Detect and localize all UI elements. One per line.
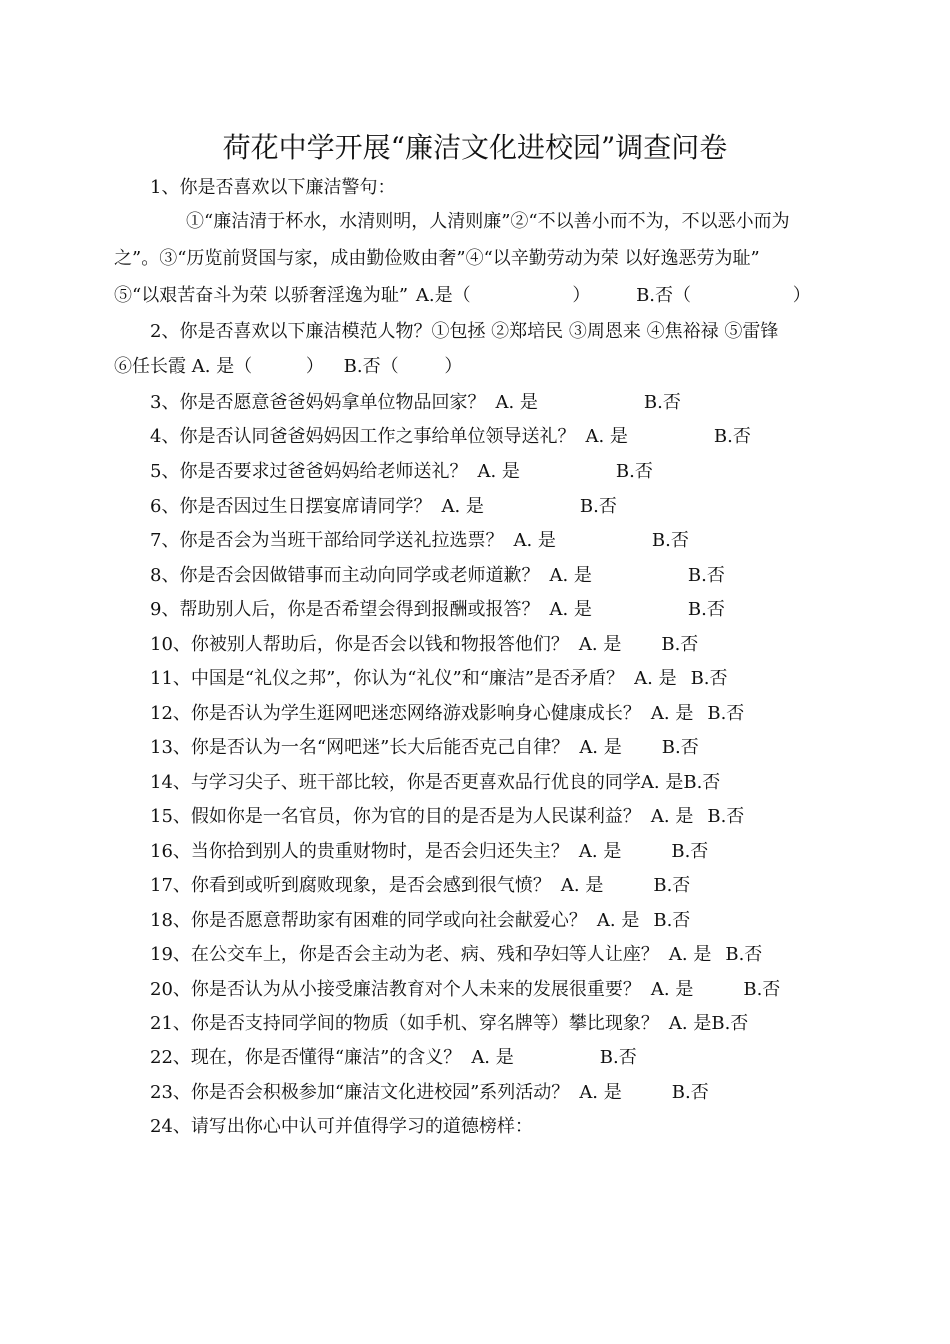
option-a: A. 是 bbox=[579, 1082, 622, 1103]
option-b: B.否 bbox=[653, 910, 691, 931]
question-2-option-a: A. 是（ bbox=[191, 356, 253, 377]
question-row bbox=[150, 978, 780, 1002]
question-2-line-2 bbox=[114, 355, 462, 379]
option-a: A. 是 bbox=[650, 806, 694, 827]
question-row bbox=[150, 633, 698, 657]
option-b: B.否 bbox=[683, 772, 721, 793]
option-b: B.否 bbox=[687, 599, 725, 620]
option-b: B.否 bbox=[690, 668, 728, 689]
question-1-option-b: B.否（ bbox=[636, 285, 692, 306]
question-stem: 7、你是否会为当班干部给同学送礼拉选票？ bbox=[150, 530, 504, 551]
option-b: B.否 bbox=[643, 392, 681, 413]
question-stem: 14、与学习尖子、班干部比较，你是否更喜欢品行优良的同学 bbox=[150, 772, 641, 793]
question-stem: 13、你是否认为一名“网吧迷”长大后能否克己自律？ bbox=[150, 737, 570, 758]
question-stem: 9、帮助别人后，你是否希望会得到报酬或报答？ bbox=[150, 599, 540, 620]
option-a: A. 是 bbox=[513, 530, 556, 551]
question-stem: 16、当你拾到别人的贵重财物时，是否会归还失主？ bbox=[150, 841, 569, 862]
option-b: B.否 bbox=[707, 703, 745, 724]
question-row bbox=[150, 1012, 748, 1036]
question-row bbox=[150, 702, 744, 726]
question-24: 24、请写出你心中认可并值得学习的道德榜样： bbox=[150, 1116, 533, 1137]
question-stem: 3、你是否愿意爸爸妈妈拿单位物品回家？ bbox=[150, 392, 486, 413]
question-stem: 23、你是否会积极参加“廉洁文化进校园”系列活动？ bbox=[150, 1082, 570, 1103]
question-2-blank-a: ） bbox=[305, 356, 324, 377]
option-b: B.否 bbox=[671, 841, 709, 862]
option-b: B.否 bbox=[707, 806, 745, 827]
question-stem: 10、你被别人帮助后，你是否会以钱和物报答他们？ bbox=[150, 634, 569, 655]
question-row bbox=[150, 943, 762, 967]
question-row bbox=[150, 1081, 709, 1105]
option-a: A. 是 bbox=[549, 565, 592, 586]
page-title: 荷花中学开展“廉洁文化进校园”调查问卷 bbox=[222, 131, 728, 164]
question-2-blank-b: ） bbox=[444, 356, 463, 377]
question-row bbox=[150, 771, 720, 795]
question-row bbox=[150, 495, 617, 519]
option-a: A. 是 bbox=[668, 944, 712, 965]
question-row bbox=[150, 1046, 637, 1070]
question-stem: 12、你是否认为学生逛网吧迷恋网络游戏影响身心健康成长？ bbox=[150, 703, 641, 724]
question-2-line-1: 2、你是否喜欢以下廉洁模范人物？①包拯 ②郑培民 ③周恩来 ④焦裕禄 ⑤雷锋 bbox=[150, 321, 779, 342]
question-2-option-b: B.否（ bbox=[343, 356, 399, 377]
option-b: B.否 bbox=[651, 530, 689, 551]
question-row bbox=[150, 667, 728, 691]
question-row bbox=[150, 460, 653, 484]
question-stem: 17、你看到或听到腐败现象，是否会感到很气愤？ bbox=[150, 875, 551, 896]
option-a: A. 是 bbox=[441, 496, 484, 517]
question-row bbox=[150, 391, 681, 415]
option-b: B.否 bbox=[615, 461, 653, 482]
question-stem: 11、中国是“礼仪之邦”，你认为“礼仪”和“廉洁”是否矛盾？ bbox=[150, 668, 625, 689]
question-stem: 20、你是否认为从小接受廉洁教育对个人未来的发展很重要？ bbox=[150, 979, 641, 1000]
question-stem: 6、你是否因过生日摆宴席请同学？ bbox=[150, 496, 432, 517]
question-1-blank-a: ） bbox=[572, 285, 591, 306]
question-stem: 5、你是否要求过爸爸妈妈给老师送礼？ bbox=[150, 461, 468, 482]
question-stem: 19、在公交车上，你是否会主动为老、病、残和孕妇等人让座？ bbox=[150, 944, 659, 965]
option-a: A. 是 bbox=[634, 668, 677, 689]
question-1-line-4 bbox=[114, 284, 811, 308]
option-b: B.否 bbox=[725, 944, 763, 965]
option-b: B.否 bbox=[579, 496, 617, 517]
question-stem: 4、你是否认同爸爸妈妈因工作之事给单位领导送礼？ bbox=[150, 426, 576, 447]
question-row bbox=[150, 736, 699, 760]
question-stem: 21、你是否支持同学间的物质（如手机、穿名牌等）攀比现象？ bbox=[150, 1013, 659, 1034]
option-a: A. 是 bbox=[560, 875, 604, 896]
option-b: B.否 bbox=[671, 1082, 709, 1103]
option-a: A. 是 bbox=[578, 841, 622, 862]
option-a: A. 是 bbox=[650, 979, 694, 1000]
option-a: A. 是 bbox=[579, 737, 622, 758]
question-row bbox=[150, 840, 708, 864]
question-2-person-6: ⑥任长霞 bbox=[114, 356, 186, 377]
question-1-stem: 1、你是否喜欢以下廉洁警句： bbox=[150, 177, 396, 198]
question-stem: 22、现在，你是否懂得“廉洁”的含义？ bbox=[150, 1047, 462, 1068]
question-stem: 18、你是否愿意帮助家有困难的同学或向社会献爱心？ bbox=[150, 910, 587, 931]
option-a: A. 是 bbox=[471, 1047, 514, 1068]
question-row bbox=[150, 425, 751, 449]
option-a: A. 是 bbox=[650, 703, 694, 724]
option-b: B.否 bbox=[661, 634, 699, 655]
option-a: A. 是 bbox=[578, 634, 622, 655]
question-row bbox=[150, 598, 725, 622]
question-row bbox=[150, 874, 690, 898]
question-1-quote-5: ⑤“以艰苦奋斗为荣 以骄奢淫逸为耻” bbox=[114, 285, 409, 306]
question-1-line-3: 之”。③“历览前贤国与家，成由勤俭败由奢”④“以辛勤劳动为荣 以好逸恶劳为耻” bbox=[114, 248, 760, 269]
question-1-blank-b: ） bbox=[792, 285, 811, 306]
option-a: A. 是 bbox=[640, 772, 684, 793]
option-a: A. 是 bbox=[596, 910, 640, 931]
option-b: B.否 bbox=[713, 426, 751, 447]
option-a: A. 是 bbox=[549, 599, 592, 620]
option-a: A. 是 bbox=[668, 1013, 712, 1034]
option-b: B.否 bbox=[687, 565, 725, 586]
question-stem: 8、你是否会因做错事而主动向同学或老师道歉？ bbox=[150, 565, 540, 586]
option-b: B.否 bbox=[599, 1047, 637, 1068]
question-1-option-a: A.是（ bbox=[415, 285, 471, 306]
question-row bbox=[150, 564, 725, 588]
question-stem: 15、假如你是一名官员，你为官的目的是否是为人民谋利益？ bbox=[150, 806, 641, 827]
question-row bbox=[150, 529, 689, 553]
option-a: A. 是 bbox=[477, 461, 520, 482]
option-a: A. 是 bbox=[495, 392, 538, 413]
option-b: B.否 bbox=[711, 1013, 749, 1034]
question-1-line-2: ①“廉洁清于杯水，水清则明，人清则廉”②“不以善小而不为，不以恶小而为 bbox=[186, 211, 790, 232]
option-b: B.否 bbox=[653, 875, 691, 896]
question-row bbox=[150, 909, 690, 933]
question-row bbox=[150, 805, 744, 829]
option-b: B.否 bbox=[743, 979, 781, 1000]
option-a: A. 是 bbox=[585, 426, 628, 447]
option-b: B.否 bbox=[661, 737, 699, 758]
